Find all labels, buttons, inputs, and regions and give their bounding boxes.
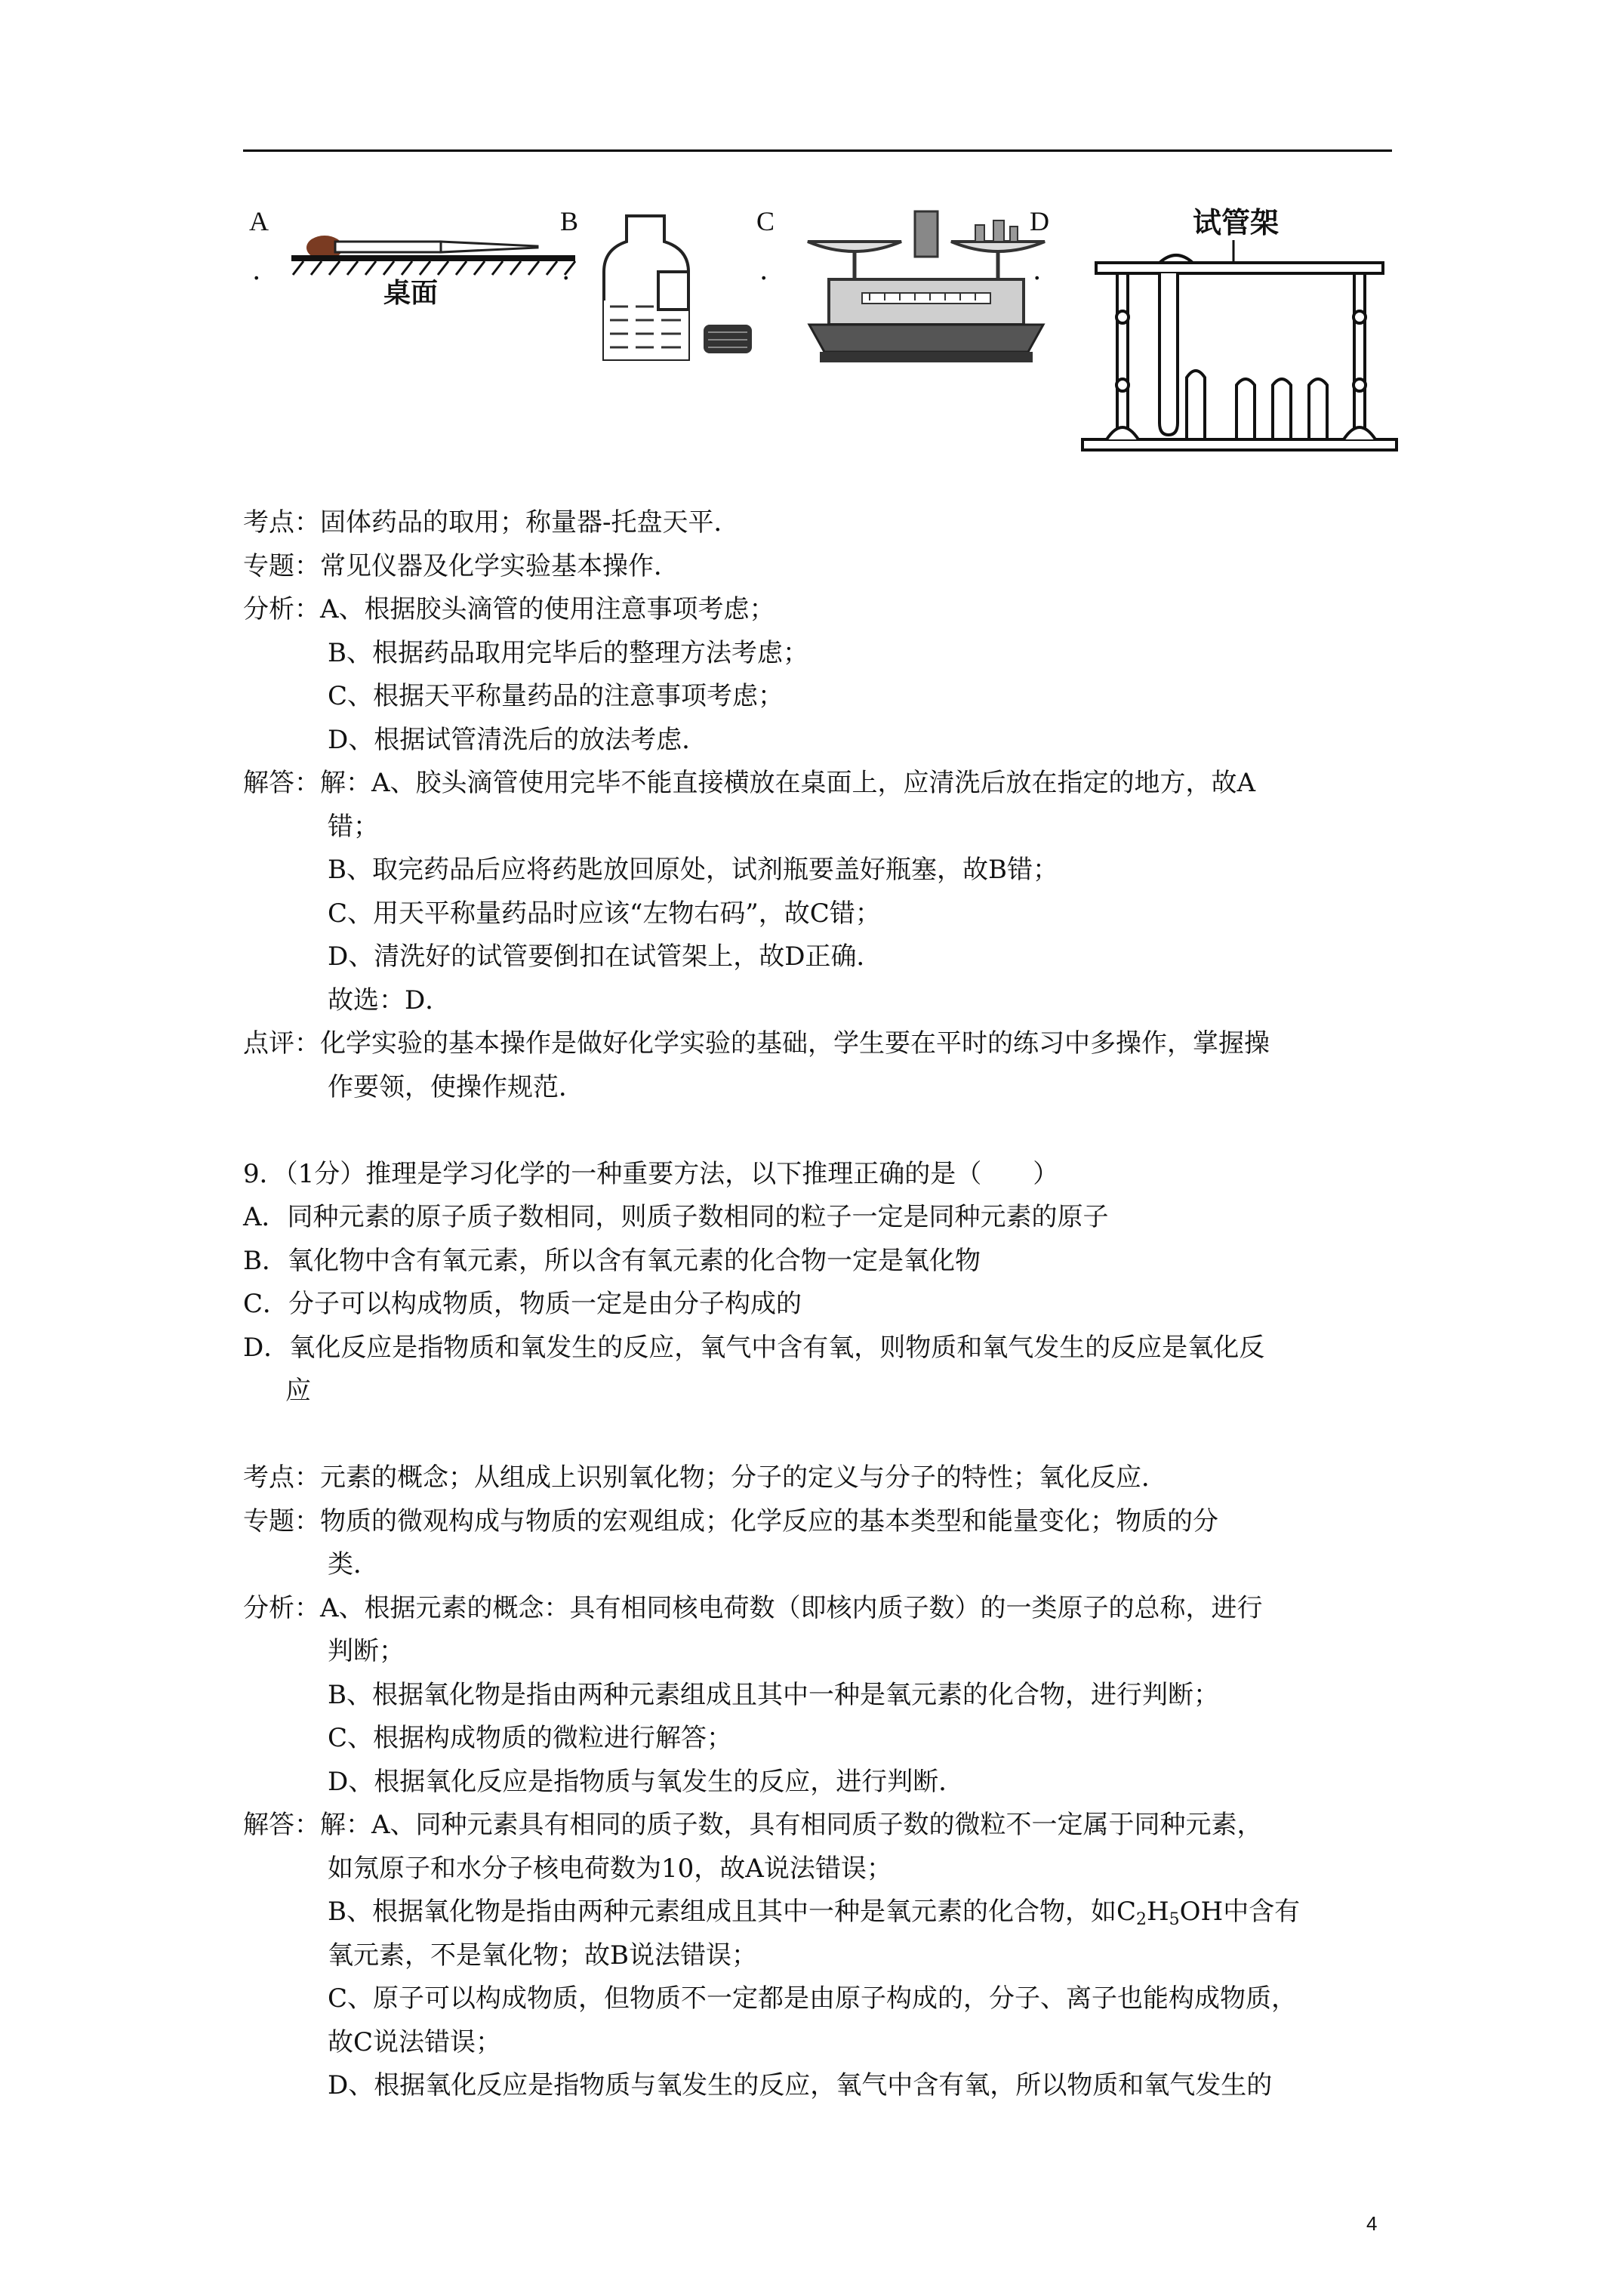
- dianping-line: 点评：化学实验的基本操作是做好化学实验的基础，学生要在平时的练习中多操作，掌握操: [243, 1028, 1270, 1059]
- jieda-d-line: D、清洗好的试管要倒扣在试管架上，故D正确．: [328, 942, 882, 972]
- option-d-cont: 应: [285, 1376, 311, 1406]
- jieda-2-c-cont-line: 故C说法错误；: [328, 2026, 502, 2057]
- fenxi-2-b-line: B、根据氧化物是指由两种元素组成且其中一种是氧元素的化合物，进行判断；: [328, 1679, 1219, 1710]
- header-rule: [243, 149, 1392, 152]
- balance-icon: [802, 204, 1051, 370]
- rack-label: 试管架: [1193, 206, 1280, 239]
- zhuanti-line: 专题：常见仪器及化学实验基本操作．: [243, 550, 679, 581]
- test-tube-rack-icon: [1073, 234, 1398, 468]
- fenxi-d-line: D、根据试管清洗后的放法考虑．: [328, 724, 708, 755]
- option-b: B．氧化物中含有氧元素，所以含有氧元素的化合物一定是氧化物: [243, 1245, 981, 1276]
- jieda-2-b-text: B、根据氧化物是指由两种元素组成且其中一种是氧元素的化合物，如: [328, 1897, 1116, 1927]
- page-number: 4: [1366, 2212, 1378, 2235]
- fenxi-2-c-line: C、根据构成物质的微粒进行解答；: [328, 1723, 733, 1753]
- ethanol-formula: $C_2H_5OH$: [1116, 1897, 1224, 1929]
- zhuanti-2-line: 专题：物质的微观构成与物质的宏观组成；化学反应的基本类型和能量变化；物质的分: [243, 1505, 1218, 1536]
- jieda-2-b-line: [243, 1891, 1398, 1934]
- figure-dot-c: .: [759, 255, 768, 286]
- question-9-stem: 9．（1分）推理是学习化学的一种重要方法，以下推理正确的是（ ）: [243, 1158, 1059, 1189]
- fenxi-b-line: B、根据药品取用完毕后的整理方法考虑；: [328, 637, 808, 668]
- fenxi-2-line: 分析：A、根据元素的概念：具有相同核电荷数（即核内质子数）的一类原子的总称，进行: [243, 1592, 1263, 1623]
- dianping-cont-line: 作要领，使操作规范．: [328, 1071, 584, 1102]
- kaodian-2-line: 考点：元素的概念；从组成上识别氧化物；分子的定义与分子的特性；氧化反应．: [243, 1462, 1167, 1493]
- option-d: D．氧化反应是指物质和氧发生的反应，氧气中含有氧，则物质和氧气发生的反应是氧化反: [243, 1332, 1265, 1363]
- figure-label-c: C: [756, 206, 775, 236]
- jieda-a-cont-line: 错；: [328, 811, 379, 842]
- figure-dot-d: .: [1033, 255, 1042, 286]
- option-c: C．分子可以构成物质，物质一定是由分子构成的: [243, 1289, 802, 1319]
- fenxi-line: 分析：A、根据胶头滴管的使用注意事项考虑；: [243, 594, 775, 624]
- jieda-2-d-line: D、根据氧化反应是指物质与氧发生的反应，氧气中含有氧，所以物质和氧气发生的: [328, 2070, 1273, 2100]
- option-a: A．同种元素的原子质子数相同，则质子数相同的粒子一定是同种元素的原子: [243, 1202, 1109, 1232]
- jieda-c-line: C、用天平称量药品时应该“左物右码”，故C错；: [328, 898, 881, 929]
- zhuanti-2-cont-line: 类．: [328, 1549, 379, 1579]
- jieda-b-line: B、取完药品后应将药匙放回原处，试剂瓶要盖好瓶塞，故B错；: [328, 855, 1058, 885]
- fenxi-c-line: C、根据天平称量药品的注意事项考虑；: [328, 681, 784, 711]
- jieda-2-b-cont-line: 氧元素，不是氧化物；故B说法错误；: [328, 1940, 757, 1971]
- desk-label: 桌面: [383, 278, 439, 309]
- jieda-line: 解答：解：A、胶头滴管使用完毕不能直接横放在桌面上，应清洗后放在指定的地方，故A: [243, 768, 1256, 798]
- figure-dot-b: .: [562, 255, 571, 286]
- answer-line: 故选：D．: [328, 985, 451, 1015]
- apparatus-figure: [243, 189, 1392, 468]
- jieda-2-c-line: C、原子可以构成物质，但物质不一定都是由原子构成的，分子、离子也能构成物质，: [328, 1983, 1298, 2014]
- kaodian-line: 考点：固体药品的取用；称量器-托盘天平．: [243, 507, 740, 538]
- fenxi-2-cont-line: 判断；: [328, 1636, 405, 1666]
- jieda-2-a-cont-line: 如氖原子和水分子核电荷数为10，故A说法错误；: [328, 1853, 892, 1884]
- figure-dot-a: .: [252, 255, 261, 286]
- figure-label-a: A: [249, 206, 269, 236]
- jieda-2-line: 解答：解：A、同种元素具有相同的质子数，具有相同质子数的微粒不一定属于同种元素，: [243, 1810, 1263, 1840]
- jieda-2-b-tail: 中含有: [1223, 1897, 1301, 1927]
- figure-label-b: B: [560, 206, 579, 236]
- dropper-on-desk-icon: [288, 211, 605, 317]
- fenxi-2-d-line: D、根据氧化反应是指物质与氧发生的反应，进行判断．: [328, 1766, 965, 1797]
- figure-label-d: D: [1030, 206, 1049, 236]
- explanation-text: [243, 501, 1398, 2108]
